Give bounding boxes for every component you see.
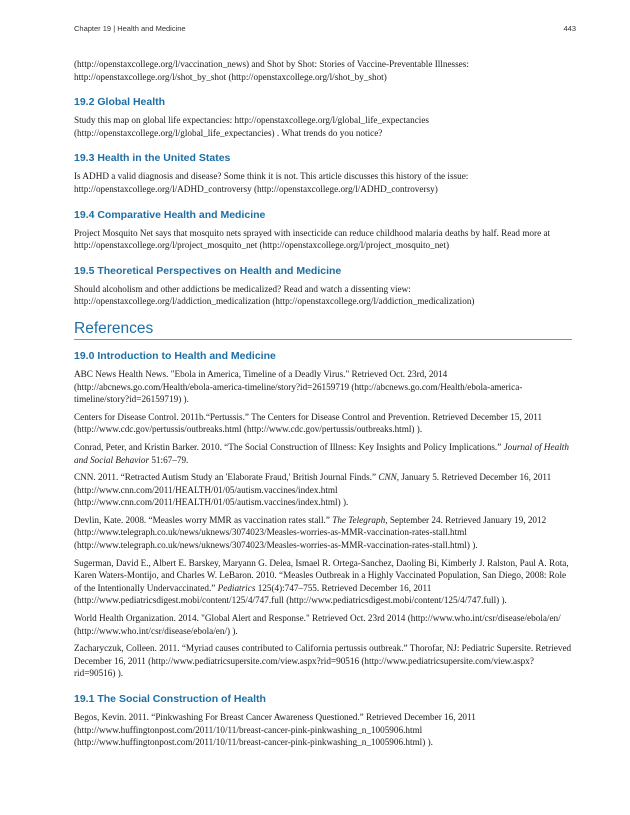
reference-entry: Zacharyczuk, Colleen. 2011. “Myriad causes contributed to California pertussis outbreak.” Thorofar, NJ: Pediatric Supersite. Retrieved December 16, 2011 (http://www.pediatricsupersite.com/view.aspx?rid=90516 (http://www.pediatricsupersite.com/view.aspx?rid=90516) ). [74, 643, 572, 679]
reference-entry: World Health Organization. 2014. "Global Alert and Response." Retrieved Oct. 23rd 2014 (http://www.who.int/csr/disease/ebola/en/ (http://www.who.int/csr/disease/ebola/en/) ). [74, 613, 561, 636]
page-number: 443 [563, 24, 576, 33]
page-content [74, 58, 572, 749]
references-group-heading: 19.1 The Social Construction of Health [74, 693, 266, 705]
reference-entry: Devlin, Kate. 2008. “Measles worry MMR as vaccination rates stall.” The Telegraph, September 24. Retrieved January 19, 2012 (http://www.telegraph.co.uk/news/uknews/3074023/Measles-worries-as-MMR-vaccination-rates-stall.html (http://www.telegraph.co.uk/news/uknews/3074023/Measles-worries-as-MMR-vaccination-rates-stall.html) ). [74, 514, 547, 551]
reference-entry: ABC News Health News. "Ebola in America, Timeline of a Deadly Virus." Retrieved Oct. 23rd, 2014 (http://abcnews.go.com/Health/ebola-america-timeline/story?id=26159719 (http://abcnews.go.com/Health/ebola-america-timeline/story?id=26159719) ). [74, 368, 523, 405]
references-group-heading: 19.0 Introduction to Health and Medicine [74, 349, 276, 362]
section-text: Should alcoholism and other addictions be medicalized? Read and watch a dissenting view: http://openstaxcollege.org/l/addiction_medicalization (http://openstaxcollege.org/l/addiction_medicalization) [74, 283, 475, 307]
section-heading: 19.4 Comparative Health and Medicine [74, 208, 266, 221]
section-heading: 19.2 Global Health [74, 96, 166, 109]
section-text: Study this map on global life expectancies: http://openstaxcollege.org/l/global_life_expectancies (http://openstaxcollege.org/l/global_life_expectancies) . What trends do you notice? [74, 115, 429, 138]
reference-entry: CNN. 2011. “Retracted Autism Study an 'Elaborate Fraud,' British Journal Finds.” CNN, January 5. Retrieved December 16, 2011 (http://www.cnn.com/2011/HEALTH/01/05/autism.vaccines/index.html (http://www.cnn.com/2011/HEALTH/01/05/autism.vaccines/index.html) ). [74, 472, 552, 508]
references-title: References [74, 320, 572, 340]
section-text: Is ADHD a valid diagnosis and disease? Some think it is not. This article discusses this history of the issue: http://openstaxcollege.org/l/ADHD_controversy (http://openstaxcollege.org/l/ADHD_controversy) [74, 171, 469, 194]
reference-entry: Centers for Disease Control. 2011b.“Pertussis.” The Centers for Disease Control and Prevention. Retrieved December 15, 2011 (http://www.cdc.gov/pertussis/outbreaks.html (http://www.cdc.gov/pertussis/outbreaks.html) ). [74, 411, 543, 435]
section-heading: 19.3 Health in the United States [74, 152, 231, 165]
section-heading: 19.5 Theoretical Perspectives on Health and Medicine [74, 264, 342, 277]
reference-entry: Begos, Kevin. 2011. “Pinkwashing For Breast Cancer Awareness Questioned.” Retrieved December 16, 2011 (http://www.huffingtonpost.com/2011/10/11/breast-cancer-pink-pinkwashing_n_1005906.html (http://www.huffingtonpost.com/2011/10/11/breast-cancer-pink-pinkwashing_n_1005906.html) ). [74, 712, 476, 748]
section-text: Project Mosquito Net says that mosquito nets sprayed with insecticide can reduce childhood malaria deaths by half. Read more at http://openstaxcollege.org/l/project_mosquito_net (http://openstaxcollege.org/l/project_mosquito_net) [74, 227, 551, 251]
chapter-title: Chapter 19 | Health and Medicine [74, 24, 186, 33]
running-header [74, 24, 576, 33]
intro-paragraph: (http://openstaxcollege.org/l/vaccination_news) and Shot by Shot: Stories of Vaccine-Preventable Illnesses: http://openstaxcollege.org/l/shot_by_shot (http://openstaxcollege.org/l/shot_by_shot) [74, 59, 469, 82]
reference-entry: Sugerman, David E., Albert E. Barskey, Maryann G. Delea, Ismael R. Ortega-Sanchez, Daoling Bi, Kimberly J. Ralston, Paul A. Rota, Karen Waters-Montijo, and Charles W. LeBaron. 2010. “Measles Outbreak in a Highly Vaccinated Population, San Diego, 2008: Role of the Intentionally Undervaccinated.” Pediatrics 125(4):747–755. Retrieved December 16, 2011 (http://www.pediatricsdigest.mobi/content/125/4/747.full (http://www.pediatricsdigest.mobi/content/125/4/747.full) ). [74, 557, 569, 606]
reference-entry: Conrad, Peter, and Kristin Barker. 2010. “The Social Construction of Illness: Key Insights and Policy Implications.” Journal of Health and Social Behavior 51:67–79. [74, 441, 569, 465]
